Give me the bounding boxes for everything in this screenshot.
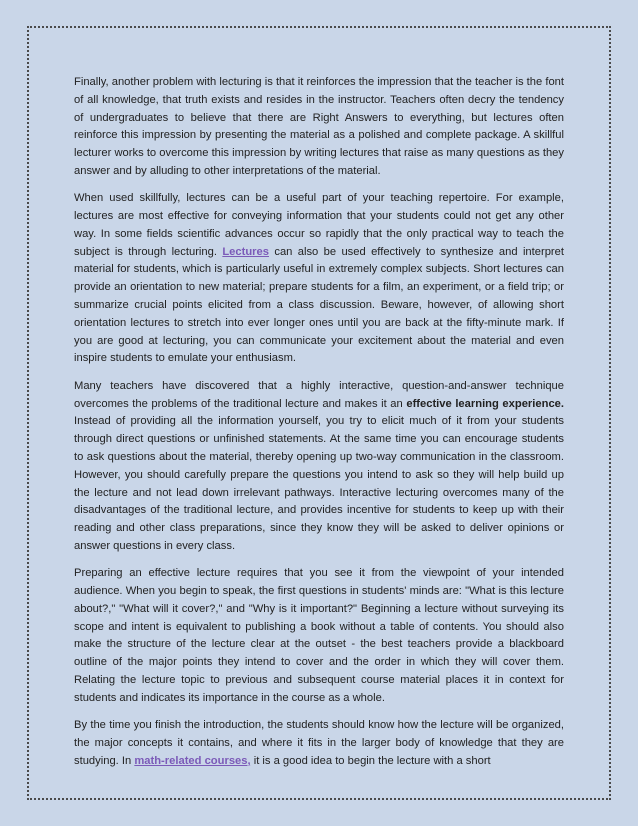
paragraph-4 [74, 565, 564, 707]
paragraph-2-text-end: can also be used effectively to synthesize and interpret material for students, which is particularly useful in extremely complex subjects. Short lectures can provide an orientation to new material; prepare students for a film, an experiment, or a field trip; or summarize crucial points elicited from a class discussion. Beware, however, of allowing short orientation lectures to stretch into ever longer ones until you are back at the fifty-minute mark. If you are good at lecturing, you can communicate your excitement about the material and even inspire students to emulate your enthusiasm. [74, 245, 564, 365]
paragraph-3-text-start: Many teachers have discovered that a highly interactive, question-and-answer technique overcomes the problems of the traditional lecture and makes it an [74, 379, 564, 410]
paragraph-1-text: Finally, another problem with lecturing is that it reinforces the impression that the teacher is the font of all knowledge, that truth exists and resides in the instructor. Teachers often decry the tendency of undergraduates to believe that there are Right Answers to everything, but lectures often reinforce this impression by presenting the material as a polished and complete package. A skillful lecturer works to overcome this impression by writing lectures that raise as many questions as they answer and by alluding to other interpretations of the material. [74, 76, 564, 177]
paragraph-1 [74, 74, 564, 181]
paragraph-5-text-start: By the time you finish the introduction, the students should know how the lecture will be organized, the major concepts it contains, and where it fits in the larger body of knowledge that they are studying. In [74, 719, 564, 767]
paragraph-2 [74, 190, 564, 368]
paragraph-5-text-end: it is a good idea to begin the lecture with a short [250, 754, 491, 767]
math-related-courses-link[interactable]: math-related courses, [134, 754, 251, 767]
lectures-link[interactable]: Lectures [222, 245, 269, 258]
paragraph-5 [74, 717, 564, 770]
document-body [74, 74, 564, 780]
effective-learning-bold: effective learning experience. [406, 397, 564, 410]
paragraph-2-text-start: When used skillfully, lectures can be a useful part of your teaching repertoire. For example, lectures are most effective for conveying information that your students could not get any other way. In some fields scientific advances occur so rapidly that the only practical way to teach the subject is through lecturing. [74, 192, 564, 258]
paragraph-4-text: Preparing an effective lecture requires that you see it from the viewpoint of your intended audience. When you begin to speak, the first questions in students' minds are: "What is this lecture about?," "What will it cover?," and "Why is it important?" Beginning a lecture without surveying its scope and intent is equivalent to publishing a book without a table of contents. You should also make the structure of the lecture clear at the outset - the best teachers provide a blackboard outline of the major points they intend to cover and the order in which they will cover them. Relating the lecture topic to previous and subsequent course material places it in context for students and indicates its importance in the course as a whole. [74, 567, 564, 704]
paragraph-3 [74, 378, 564, 556]
paragraph-3-text-end: Instead of providing all the information yourself, you try to elicit much of it from your students through direct questions or unfinished statements. At the same time you can encourage students to ask questions about the material, thereby opening up two-way communication in the classroom. However, you should carefully prepare the questions you intend to ask so they will help build up the lecture and not lead down irrelevant pathways. Interactive lecturing overcomes many of the disadvantages of the traditional lecture, and provides incentive for students to keep up with their reading and other class preparations, since they know they will be asked to deliver opinions or answer questions in every class. [74, 415, 564, 552]
